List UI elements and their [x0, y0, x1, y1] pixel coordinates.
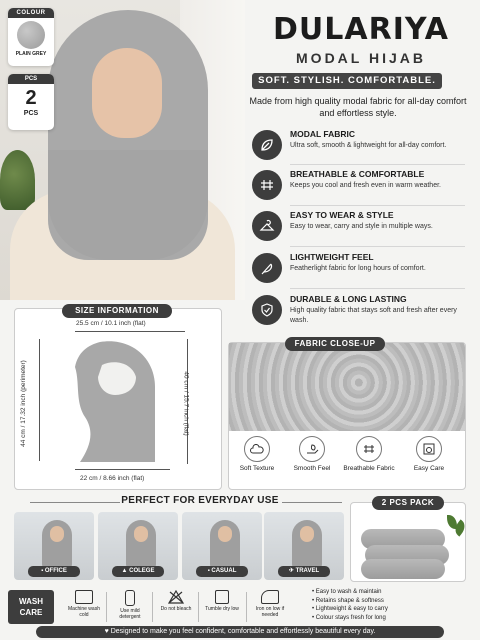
feature-title: EASY TO WEAR & STYLE: [290, 210, 394, 220]
fabric-feature-smooth: [283, 436, 341, 473]
model-face: [300, 526, 314, 542]
divider: [106, 592, 107, 622]
divider: [290, 205, 465, 206]
dimension-line: [75, 331, 185, 332]
use-label: ✈ TRAVEL: [278, 566, 330, 577]
shield-check-icon: [252, 295, 282, 325]
plane-icon: ✈: [288, 568, 296, 574]
feature-desc: Featherlight fabric for long hours of comfort.: [290, 265, 426, 272]
detergent-icon: [125, 590, 135, 606]
divider: [246, 592, 247, 622]
graduation-cap-icon: ▲: [121, 568, 130, 574]
feature-durable: [252, 293, 472, 333]
fabric-feature-label: Breathable Fabric: [343, 465, 395, 472]
hanger-icon: [252, 211, 282, 241]
divider: [198, 592, 199, 622]
fabric-feature-label: Easy Care: [413, 465, 445, 472]
divider: [152, 592, 153, 622]
use-card-casual: [182, 512, 262, 580]
benefits-list: [312, 588, 472, 622]
airflow-icon: [252, 170, 282, 200]
wash-item-iron: Iron on low if needed: [250, 590, 290, 618]
pcs-label: PCS: [8, 74, 54, 84]
everyday-title: PERFECT FOR EVERYDAY USE: [121, 495, 279, 506]
pack-panel: [350, 502, 466, 582]
hijab-outline-diagram: [70, 337, 160, 467]
brand-name: DULARIYA: [273, 12, 449, 47]
use-label: ▲ COLEGE: [112, 566, 164, 577]
product-name: MODAL HIJAB: [296, 50, 426, 66]
divider: [290, 246, 465, 247]
feature-title: DURABLE & LONG LASTING: [290, 294, 407, 304]
fabric-feature-label: Soft Texture: [239, 465, 275, 472]
use-card-college: [98, 512, 178, 580]
size-info-title: SIZE INFORMATION: [62, 304, 172, 318]
footer-banner: [36, 626, 444, 638]
size-info-panel: [14, 308, 222, 490]
benefit-item: • Easy to wash & maintain: [312, 589, 382, 595]
colour-swatch: [17, 21, 45, 49]
feature-easy-wear: [252, 209, 472, 249]
tagline: SOFT. STYLISH. COMFORTABLE.: [252, 73, 442, 89]
use-label: ▪ OFFICE: [28, 566, 80, 577]
fabric-feature-breathable: [340, 436, 398, 473]
washing-machine-icon: [416, 436, 442, 462]
pack-title: 2 PCS PACK: [372, 496, 444, 510]
model-face: [218, 526, 232, 542]
fabric-feature-soft: [228, 436, 286, 473]
fabric-title: FABRIC CLOSE-UP: [285, 337, 385, 351]
wash-item-no-bleach: Do not bleach: [156, 590, 196, 612]
colour-tag: [8, 8, 54, 66]
use-card-travel: [264, 512, 344, 580]
wash-tub-icon: [75, 590, 93, 604]
size-bottom: 22 cm / 8.66 inch (flat): [80, 475, 145, 482]
colour-value: PLAIN GREY: [15, 51, 47, 57]
leaf-icon: [252, 130, 282, 160]
colour-label: COLOUR: [8, 8, 54, 18]
hand-leaf-icon: [299, 436, 325, 462]
feature-breathable: [252, 168, 472, 208]
feature-desc: Easy to wear, carry and style in multiple ways.: [290, 223, 433, 230]
use-label: ▪ CASUAL: [196, 566, 248, 577]
benefit-item: • Retains shape & softness: [312, 597, 384, 604]
heart-icon: ♥: [104, 628, 111, 635]
model-face: [50, 526, 64, 542]
intro-text: Made from high quality modal fabric for all-day comfort and effortless style.: [249, 96, 467, 118]
feature-desc: Keeps you cool and fresh even in warm weather.: [290, 182, 441, 189]
pcs-tag: [8, 74, 54, 130]
wash-item-machine: Machine wash cold: [64, 590, 104, 618]
tumble-dry-icon: [215, 590, 229, 604]
model-face: [134, 526, 148, 542]
wash-item-tumble: Tumble dry low: [202, 590, 242, 612]
briefcase-icon: ▪: [41, 568, 45, 574]
cloud-icon: [244, 436, 270, 462]
use-card-office: [14, 512, 94, 580]
fabric-closeup-image: [229, 343, 465, 431]
feature-title: BREATHABLE & COMFORTABLE: [290, 169, 425, 179]
pcs-count: 2: [25, 87, 37, 109]
size-left: 44 cm / 17.32 inch (perimeter): [19, 360, 27, 447]
size-right: 40 cm / 15.7 inch (flat): [182, 371, 190, 436]
air-arrows-icon: [356, 436, 382, 462]
pcs-unit: PCS: [23, 110, 39, 117]
wash-care-label: WASH CARE: [8, 590, 54, 624]
fabric-feature-label: Smooth Feel: [293, 465, 331, 472]
footer-text: Designed to make you feel confident, comfortable and effortlessly beautiful every day.: [110, 628, 376, 635]
size-top: 25.5 cm / 10.1 inch (flat): [76, 320, 146, 327]
fabric-feature-easy-care: [400, 436, 458, 473]
feather-icon: [252, 253, 282, 283]
wash-item-detergent: Use mild detergent: [110, 590, 150, 620]
feature-desc: High quality fabric that stays soft and fresh after every wash.: [290, 307, 457, 324]
model-face: [92, 48, 162, 138]
bag-icon: ▪: [207, 568, 212, 574]
benefit-item: • Colour stays fresh for long: [312, 614, 386, 621]
feature-title: MODAL FABRIC: [290, 129, 356, 139]
feature-desc: Ultra soft, smooth & lightweight for all-day comfort.: [290, 142, 447, 149]
dimension-line: [75, 469, 170, 470]
benefit-item: • Lightweight & easy to carry: [312, 606, 388, 613]
divider: [282, 502, 342, 503]
no-bleach-icon: [168, 590, 184, 604]
feature-title: LIGHTWEIGHT FEEL: [290, 252, 374, 262]
folded-hijab-image: [361, 559, 445, 579]
dimension-line: [39, 339, 40, 461]
plant-decor: [0, 150, 35, 210]
feature-lightweight: [252, 251, 472, 291]
iron-icon: [261, 590, 279, 604]
divider: [290, 288, 465, 289]
divider: [290, 164, 465, 165]
hijab-drape: [48, 150, 208, 260]
feature-modal-fabric: [252, 128, 472, 168]
